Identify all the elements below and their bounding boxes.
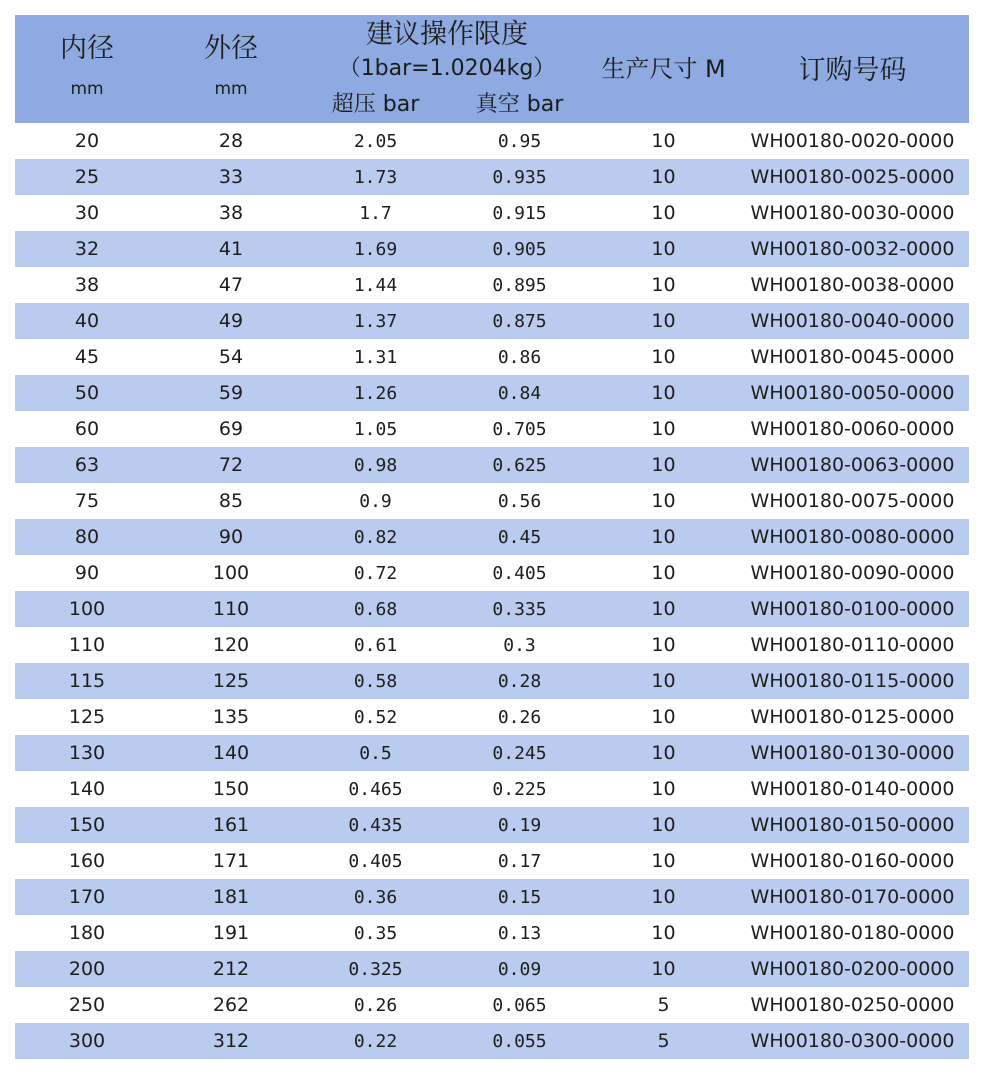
cell-order-number: WH00180-0110-0000	[750, 634, 955, 656]
cell-outer-diameter: 135	[212, 706, 250, 728]
table-row	[15, 375, 969, 411]
cell-outer-diameter: 125	[212, 670, 250, 692]
cell-order-number: WH00180-0032-0000	[750, 238, 955, 260]
cell-inner-diameter: 100	[68, 598, 106, 620]
cell-outer-diameter: 38	[218, 202, 244, 224]
cell-production-length: 10	[651, 526, 676, 548]
cell-outer-diameter: 100	[212, 562, 250, 584]
cell-vacuum: 0.15	[497, 886, 542, 908]
cell-inner-diameter: 63	[74, 454, 100, 476]
cell-inner-diameter: 25	[74, 166, 100, 188]
cell-order-number: WH00180-0025-0000	[750, 166, 955, 188]
cell-overpressure: 0.98	[353, 454, 398, 476]
cell-inner-diameter: 30	[74, 202, 100, 224]
cell-outer-diameter: 150	[212, 778, 250, 800]
cell-production-length: 10	[651, 922, 676, 944]
cell-outer-diameter: 110	[212, 598, 250, 620]
table-row	[15, 555, 969, 591]
table-row	[15, 663, 969, 699]
cell-order-number: WH00180-0063-0000	[750, 454, 955, 476]
cell-inner-diameter: 180	[68, 922, 106, 944]
table-row	[15, 591, 969, 627]
table-row	[15, 519, 969, 555]
cell-overpressure: 1.26	[353, 382, 398, 404]
cell-order-number: WH00180-0170-0000	[750, 886, 955, 908]
cell-outer-diameter: 47	[218, 274, 244, 296]
header-operating-limit: 建议操作限度	[366, 19, 528, 50]
cell-inner-diameter: 40	[74, 310, 100, 332]
cell-inner-diameter: 300	[68, 1030, 106, 1052]
cell-order-number: WH00180-0250-0000	[750, 994, 955, 1016]
cell-inner-diameter: 80	[74, 526, 100, 548]
cell-vacuum: 0.17	[497, 850, 542, 872]
cell-order-number: WH00180-0060-0000	[750, 418, 955, 440]
cell-vacuum: 0.875	[492, 310, 547, 332]
cell-inner-diameter: 200	[68, 958, 106, 980]
cell-inner-diameter: 115	[68, 670, 106, 692]
cell-outer-diameter: 120	[212, 634, 250, 656]
cell-vacuum: 0.335	[492, 598, 547, 620]
cell-inner-diameter: 170	[68, 886, 106, 908]
table-header	[15, 15, 969, 123]
cell-inner-diameter: 140	[68, 778, 106, 800]
cell-inner-diameter: 75	[74, 490, 100, 512]
cell-vacuum: 0.28	[497, 670, 542, 692]
cell-order-number: WH00180-0100-0000	[750, 598, 955, 620]
table-row	[15, 807, 969, 843]
cell-order-number: WH00180-0080-0000	[750, 526, 955, 548]
header-overpressure: 超压 bar	[331, 92, 420, 117]
table-row	[15, 987, 969, 1023]
cell-outer-diameter: 312	[212, 1030, 250, 1052]
cell-order-number: WH00180-0150-0000	[750, 814, 955, 836]
cell-overpressure: 0.68	[353, 598, 398, 620]
table-row	[15, 483, 969, 519]
cell-outer-diameter: 171	[212, 850, 250, 872]
cell-overpressure: 1.05	[353, 418, 398, 440]
table-row	[15, 339, 969, 375]
cell-vacuum: 0.09	[497, 958, 542, 980]
table-row	[15, 195, 969, 231]
cell-overpressure: 0.58	[353, 670, 398, 692]
cell-order-number: WH00180-0045-0000	[750, 346, 955, 368]
cell-production-length: 10	[651, 274, 676, 296]
cell-overpressure: 0.52	[353, 706, 398, 728]
cell-production-length: 10	[651, 742, 676, 764]
cell-production-length: 10	[651, 562, 676, 584]
cell-overpressure: 0.325	[348, 958, 403, 980]
cell-overpressure: 1.7	[359, 202, 392, 224]
cell-production-length: 10	[651, 814, 676, 836]
cell-vacuum: 0.705	[492, 418, 547, 440]
cell-vacuum: 0.065	[492, 994, 547, 1016]
table-row	[15, 123, 969, 159]
cell-inner-diameter: 50	[74, 382, 100, 404]
cell-outer-diameter: 54	[218, 346, 244, 368]
cell-inner-diameter: 250	[68, 994, 106, 1016]
cell-overpressure: 0.26	[353, 994, 398, 1016]
table-row	[15, 951, 969, 987]
cell-order-number: WH00180-0300-0000	[750, 1030, 955, 1052]
cell-overpressure: 0.82	[353, 526, 398, 548]
table-row	[15, 267, 969, 303]
cell-overpressure: 2.05	[353, 130, 398, 152]
cell-production-length: 10	[651, 958, 676, 980]
cell-overpressure: 0.22	[353, 1030, 398, 1052]
header-outer-unit: mm	[214, 79, 248, 99]
cell-inner-diameter: 110	[68, 634, 106, 656]
cell-order-number: WH00180-0040-0000	[750, 310, 955, 332]
cell-outer-diameter: 69	[218, 418, 244, 440]
table-row	[15, 231, 969, 267]
cell-overpressure: 0.405	[348, 850, 403, 872]
cell-order-number: WH00180-0130-0000	[750, 742, 955, 764]
cell-production-length: 10	[651, 886, 676, 908]
cell-vacuum: 0.56	[497, 490, 542, 512]
cell-order-number: WH00180-0180-0000	[750, 922, 955, 944]
cell-production-length: 10	[651, 706, 676, 728]
cell-production-length: 10	[651, 634, 676, 656]
table-row	[15, 627, 969, 663]
table-row	[15, 303, 969, 339]
cell-production-length: 10	[651, 166, 676, 188]
cell-production-length: 10	[651, 382, 676, 404]
cell-vacuum: 0.95	[497, 130, 542, 152]
cell-order-number: WH00180-0090-0000	[750, 562, 955, 584]
cell-production-length: 10	[651, 778, 676, 800]
cell-outer-diameter: 140	[212, 742, 250, 764]
cell-outer-diameter: 181	[212, 886, 250, 908]
table-row	[15, 159, 969, 195]
table-body	[15, 123, 969, 1059]
cell-production-length: 5	[657, 994, 670, 1016]
cell-production-length: 10	[651, 670, 676, 692]
cell-vacuum: 0.45	[497, 526, 542, 548]
cell-order-number: WH00180-0160-0000	[750, 850, 955, 872]
table-row	[15, 771, 969, 807]
cell-outer-diameter: 212	[212, 958, 250, 980]
cell-outer-diameter: 49	[218, 310, 244, 332]
table-row	[15, 915, 969, 951]
cell-outer-diameter: 161	[212, 814, 250, 836]
cell-vacuum: 0.86	[497, 346, 542, 368]
cell-overpressure: 1.31	[353, 346, 398, 368]
table-row	[15, 1023, 969, 1059]
header-vacuum: 真空 bar	[475, 92, 564, 117]
cell-vacuum: 0.905	[492, 238, 547, 260]
cell-overpressure: 0.435	[348, 814, 403, 836]
cell-inner-diameter: 150	[68, 814, 106, 836]
cell-vacuum: 0.84	[497, 382, 542, 404]
cell-overpressure: 0.5	[359, 742, 392, 764]
table-row	[15, 735, 969, 771]
cell-outer-diameter: 59	[218, 382, 244, 404]
cell-order-number: WH00180-0038-0000	[750, 274, 955, 296]
cell-vacuum: 0.225	[492, 778, 547, 800]
cell-overpressure: 0.35	[353, 922, 398, 944]
cell-production-length: 10	[651, 850, 676, 872]
cell-outer-diameter: 72	[218, 454, 244, 476]
cell-outer-diameter: 191	[212, 922, 250, 944]
cell-order-number: WH00180-0075-0000	[750, 490, 955, 512]
table-row	[15, 843, 969, 879]
table-row	[15, 447, 969, 483]
cell-overpressure: 1.73	[353, 166, 398, 188]
header-inner-unit: mm	[70, 79, 104, 99]
cell-vacuum: 0.055	[492, 1030, 547, 1052]
cell-vacuum: 0.915	[492, 202, 547, 224]
cell-overpressure: 1.44	[353, 274, 398, 296]
cell-production-length: 10	[651, 238, 676, 260]
cell-overpressure: 1.37	[353, 310, 398, 332]
cell-outer-diameter: 90	[218, 526, 244, 548]
cell-production-length: 10	[651, 310, 676, 332]
header-unit-note: （1bar=1.0204kg）	[338, 56, 556, 81]
cell-inner-diameter: 38	[74, 274, 100, 296]
cell-order-number: WH00180-0200-0000	[750, 958, 955, 980]
cell-overpressure: 0.9	[359, 490, 392, 512]
cell-inner-diameter: 90	[74, 562, 100, 584]
table-row	[15, 879, 969, 915]
cell-vacuum: 0.935	[492, 166, 547, 188]
cell-overpressure: 0.36	[353, 886, 398, 908]
spec-table	[15, 15, 969, 1059]
cell-production-length: 10	[651, 454, 676, 476]
cell-inner-diameter: 20	[74, 130, 100, 152]
cell-vacuum: 0.625	[492, 454, 547, 476]
cell-inner-diameter: 125	[68, 706, 106, 728]
cell-vacuum: 0.19	[497, 814, 542, 836]
cell-production-length: 5	[657, 1030, 670, 1052]
cell-order-number: WH00180-0020-0000	[750, 130, 955, 152]
cell-production-length: 10	[651, 490, 676, 512]
cell-inner-diameter: 130	[68, 742, 106, 764]
cell-order-number: WH00180-0030-0000	[750, 202, 955, 224]
cell-inner-diameter: 160	[68, 850, 106, 872]
header-order-number: 订购号码	[798, 55, 907, 86]
cell-order-number: WH00180-0115-0000	[750, 670, 955, 692]
cell-vacuum: 0.13	[497, 922, 542, 944]
cell-outer-diameter: 85	[218, 490, 244, 512]
cell-outer-diameter: 41	[218, 238, 244, 260]
cell-order-number: WH00180-0050-0000	[750, 382, 955, 404]
header-production-length: 生产尺寸 M	[601, 55, 726, 83]
cell-vacuum: 0.26	[497, 706, 542, 728]
cell-production-length: 10	[651, 130, 676, 152]
header-inner-diameter: 内径	[60, 33, 114, 64]
cell-overpressure: 0.72	[353, 562, 398, 584]
header-outer-diameter: 外径	[204, 33, 258, 64]
cell-order-number: WH00180-0140-0000	[750, 778, 955, 800]
cell-inner-diameter: 32	[74, 238, 100, 260]
cell-vacuum: 0.3	[503, 634, 536, 656]
cell-vacuum: 0.245	[492, 742, 547, 764]
table-row	[15, 411, 969, 447]
cell-overpressure: 0.465	[348, 778, 403, 800]
table-row	[15, 699, 969, 735]
cell-overpressure: 1.69	[353, 238, 398, 260]
cell-outer-diameter: 33	[218, 166, 244, 188]
cell-production-length: 10	[651, 418, 676, 440]
cell-production-length: 10	[651, 202, 676, 224]
cell-order-number: WH00180-0125-0000	[750, 706, 955, 728]
cell-inner-diameter: 45	[74, 346, 100, 368]
cell-outer-diameter: 262	[212, 994, 250, 1016]
cell-overpressure: 0.61	[353, 634, 398, 656]
cell-production-length: 10	[651, 598, 676, 620]
cell-vacuum: 0.405	[492, 562, 547, 584]
cell-production-length: 10	[651, 346, 676, 368]
cell-inner-diameter: 60	[74, 418, 100, 440]
cell-vacuum: 0.895	[492, 274, 547, 296]
cell-outer-diameter: 28	[218, 130, 244, 152]
